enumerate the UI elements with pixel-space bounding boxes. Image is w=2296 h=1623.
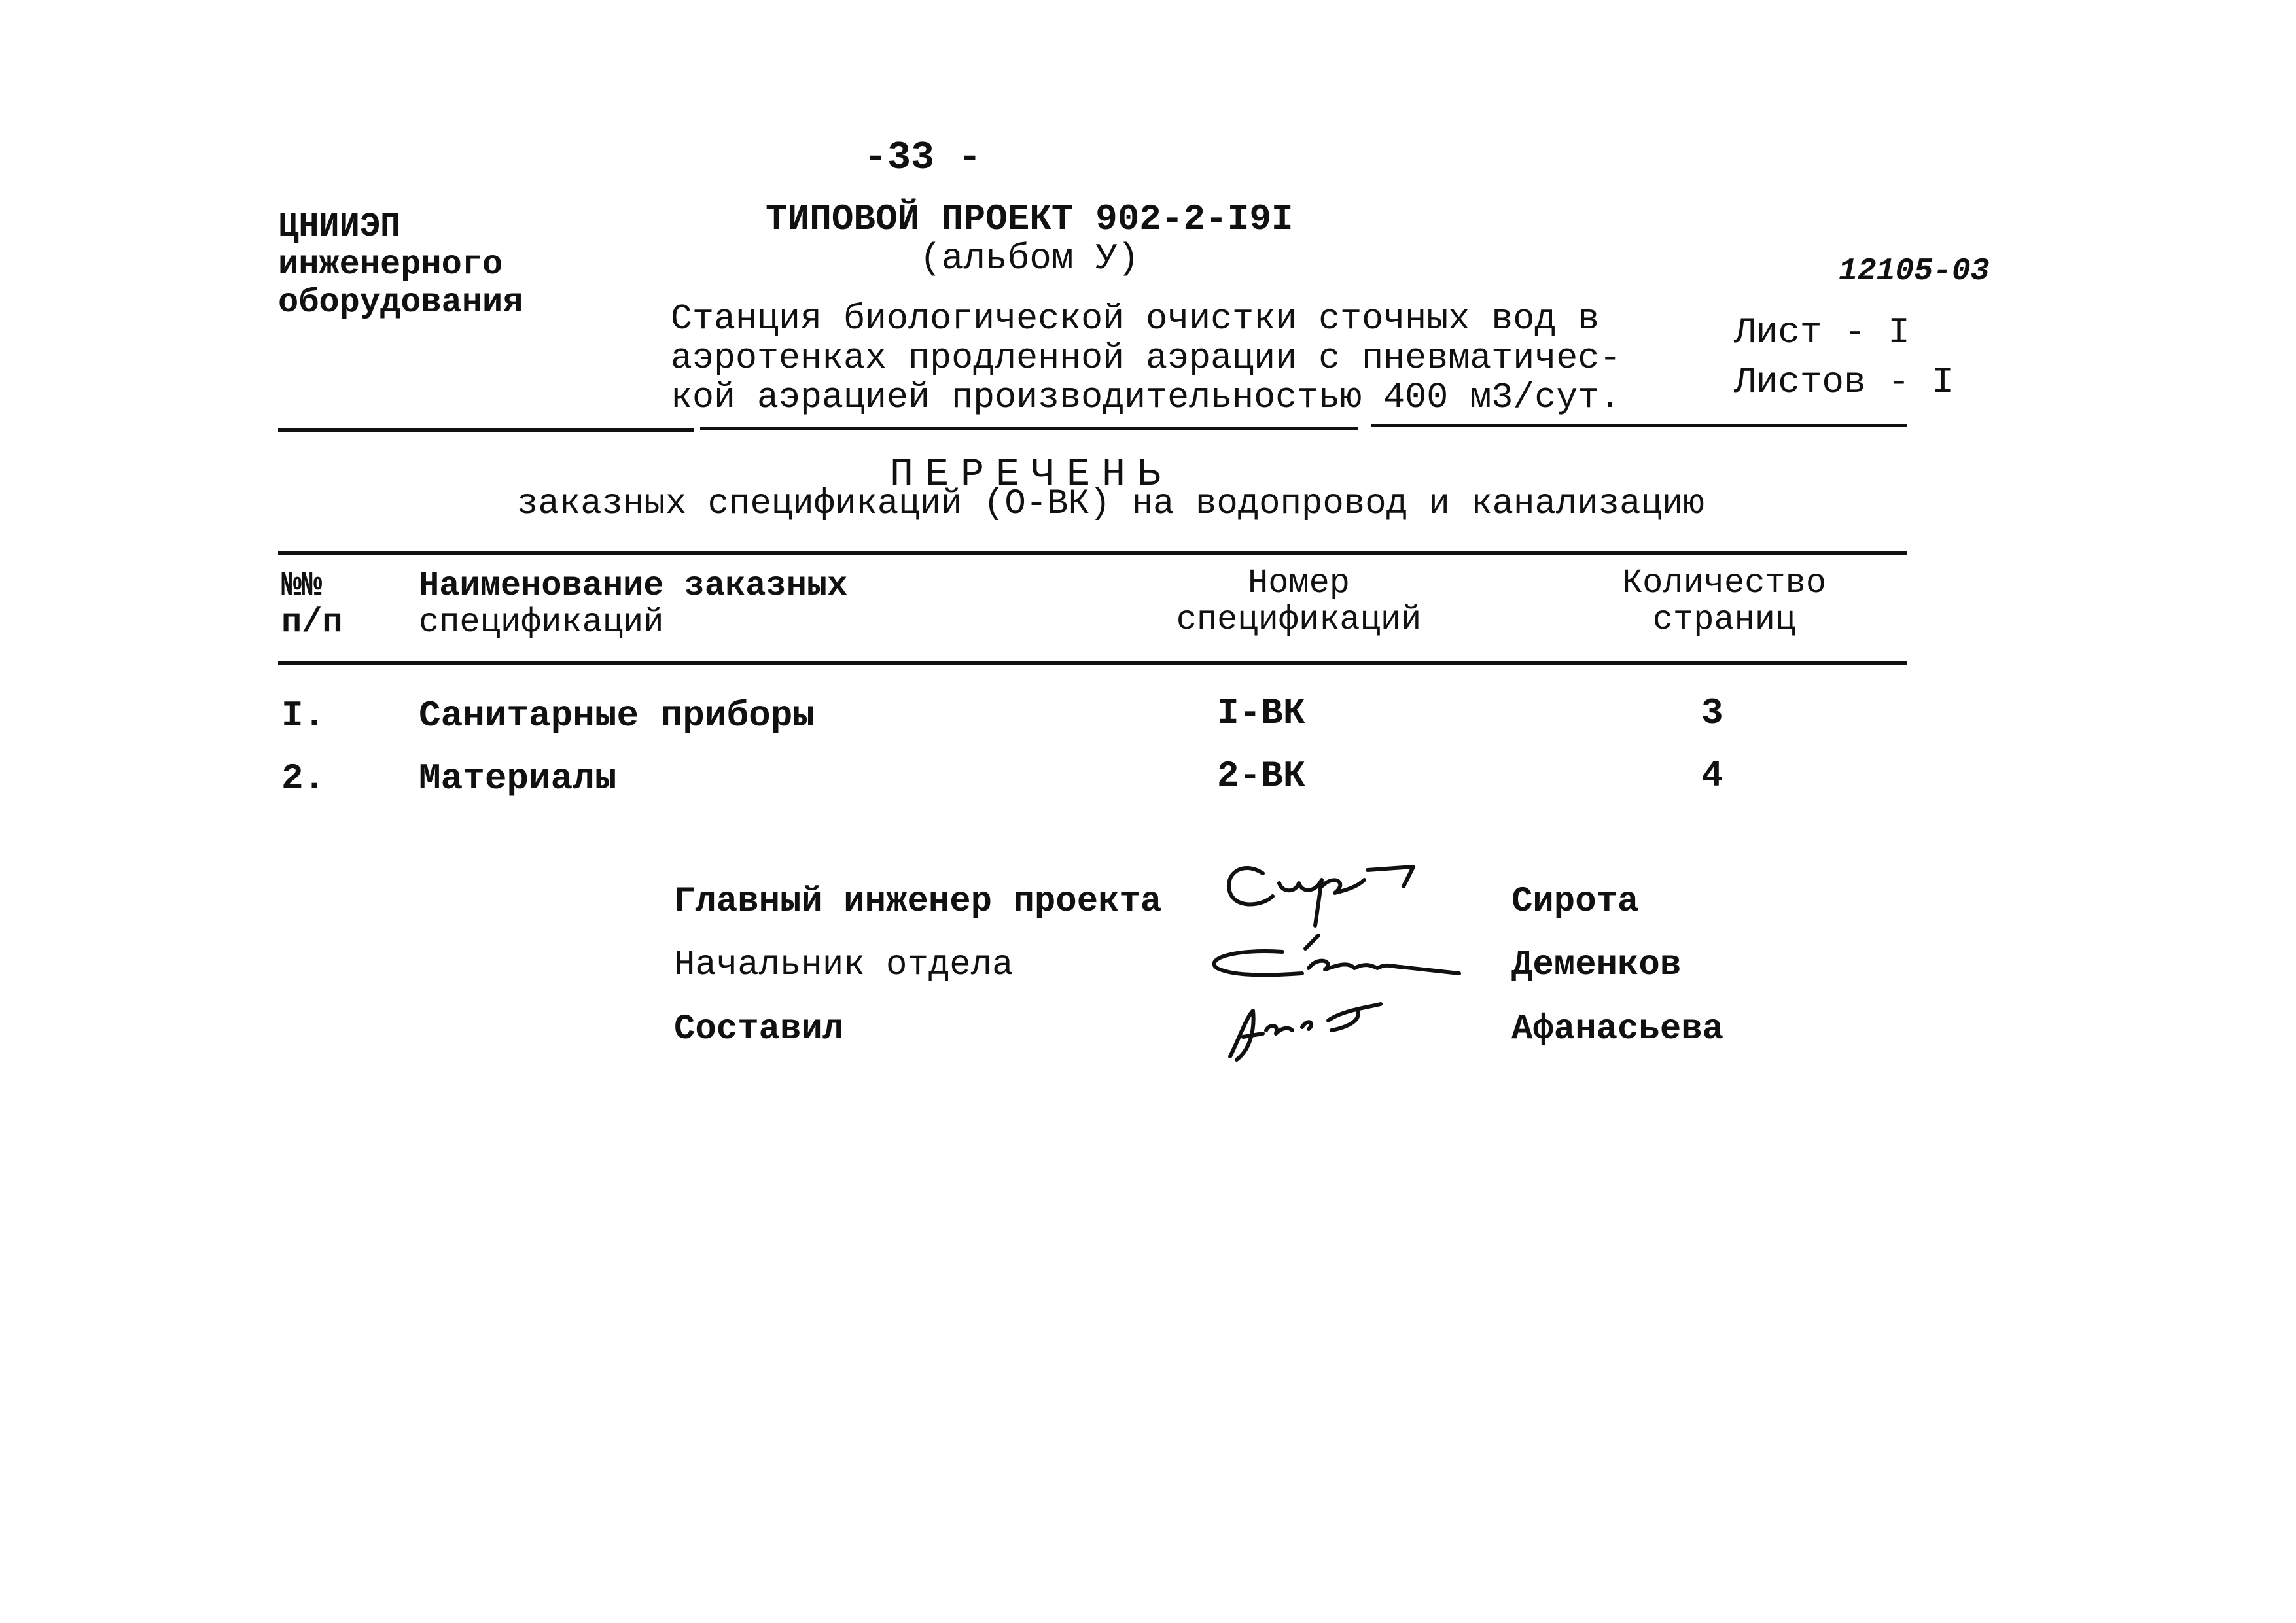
table-header-rule [278, 661, 1907, 665]
table-row-spec: I-ВК [1217, 692, 1305, 734]
table-row-pages: 3 [1701, 692, 1723, 734]
signature-role: Составил [674, 1009, 844, 1049]
document-code: 12105-03 [1839, 254, 1990, 289]
project-title-line: ТИПОВОЙ ПРОЕКТ 902-2-I9I [766, 198, 1294, 240]
signatory-name: Афанасьева [1511, 1009, 1724, 1049]
project-description [671, 300, 1621, 417]
description-line: кой аэрацией производительностью 400 м3/сут. [671, 377, 1621, 418]
signature-role: Главный инженер проекта [674, 882, 1162, 922]
column-header-number: №№ п/п [281, 567, 343, 642]
column-header-pages: Количество страниц [1621, 564, 1827, 639]
column-header-spec: Номер спецификаций [1176, 564, 1422, 639]
handwritten-signature [1197, 929, 1479, 994]
list-title: ПЕРЕЧЕНЬ [890, 453, 1173, 497]
table-row-number: I. [281, 695, 326, 737]
header-rule [1371, 424, 1907, 427]
sheet-number: Лист - I [1734, 311, 1910, 353]
column-header-name: Наименование заказных спецификаций [419, 567, 848, 642]
table-row-name: Санитарные приборы [419, 695, 815, 737]
table-row-number: 2. [281, 758, 326, 799]
organization-line: ЦНИИЭП [278, 207, 401, 246]
handwritten-signature [1217, 991, 1426, 1070]
sheet-info [1734, 307, 1954, 407]
description-line: аэротенках продленной аэрации с пневматичес- [671, 338, 1621, 379]
handwritten-signature [1217, 854, 1439, 939]
header-rule [700, 427, 1358, 430]
sheet-count: Листов - I [1734, 361, 1954, 403]
signature-role: Начальник отдела [674, 945, 1014, 985]
table-row-pages: 4 [1701, 755, 1723, 797]
table-top-rule [278, 551, 1907, 555]
signatory-name: Сирота [1511, 882, 1639, 922]
project-album: (альбом У) [919, 237, 1140, 279]
project-title [766, 200, 1294, 278]
organization-line: оборудования [278, 283, 523, 322]
page-number: -33 - [864, 136, 982, 181]
organization-block [278, 208, 523, 322]
table-row-spec: 2-ВК [1217, 755, 1305, 797]
header-rule [278, 428, 694, 432]
description-line: Станция биологической очистки сточных вод в [671, 298, 1600, 340]
table-row-name: Материалы [419, 758, 617, 799]
organization-line: инженерного [278, 245, 503, 284]
list-subtitle: заказных спецификаций (О-ВК) на водопровод и канализацию [517, 484, 1704, 524]
signatory-name: Деменков [1511, 945, 1682, 985]
